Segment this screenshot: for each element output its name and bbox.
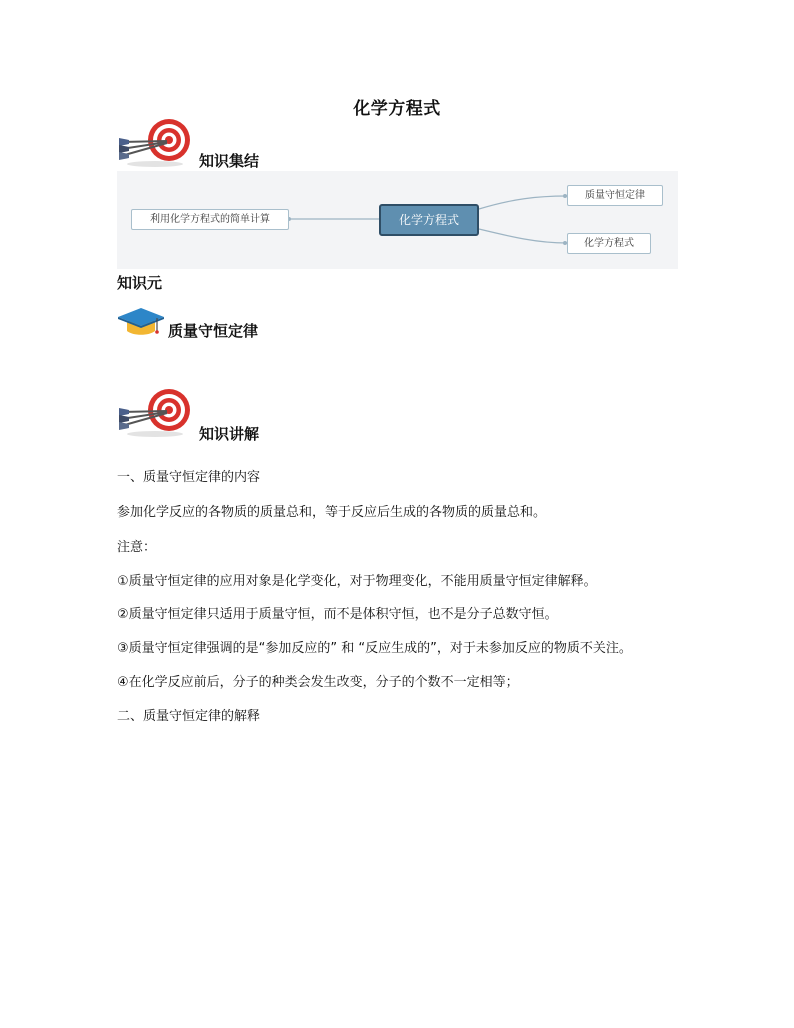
heading-summary: 知识集结	[199, 152, 260, 170]
graduation-cap-icon	[117, 305, 165, 339]
heading-knowledge-unit: 知识元	[117, 274, 163, 292]
mindmap-node-conservation-law: 质量守恒定律	[567, 185, 663, 206]
heading-explanation: 知识讲解	[199, 425, 260, 443]
mindmap-node-equation: 化学方程式	[567, 233, 651, 254]
section-heading-explanation: 二、质量守恒定律的解释	[117, 709, 261, 724]
page-title: 化学方程式	[353, 99, 441, 119]
mindmap-node-calculation: 利用化学方程式的简单计算	[131, 209, 289, 230]
definition-text: 参加化学反应的各物质的质量总和，等于反应后生成的各物质的质量总和。	[117, 505, 547, 520]
section-heading-content: 一、质量守恒定律的内容	[117, 470, 261, 485]
note-item-4: ④在化学反应前后，分子的种类会发生改变，分子的个数不一定相等；	[117, 675, 519, 690]
mindmap-node-center: 化学方程式	[379, 204, 479, 236]
note-item-1: ①质量守恒定律的应用对象是化学变化，对于物理变化，不能用质量守恒定律解释。	[117, 574, 597, 589]
mindmap	[117, 171, 678, 269]
target-arrow-icon	[117, 118, 193, 168]
note-item-3: ③质量守恒定律强调的是“参加反应的” 和 “反应生成的”，对于未参加反应的物质不关注。	[117, 641, 632, 656]
note-label: 注意：	[117, 540, 157, 555]
target-arrow-icon	[117, 388, 193, 438]
note-item-2: ②质量守恒定律只适用于质量守恒，而不是体积守恒，也不是分子总数守恒。	[117, 607, 558, 622]
heading-topic: 质量守恒定律	[168, 322, 259, 340]
